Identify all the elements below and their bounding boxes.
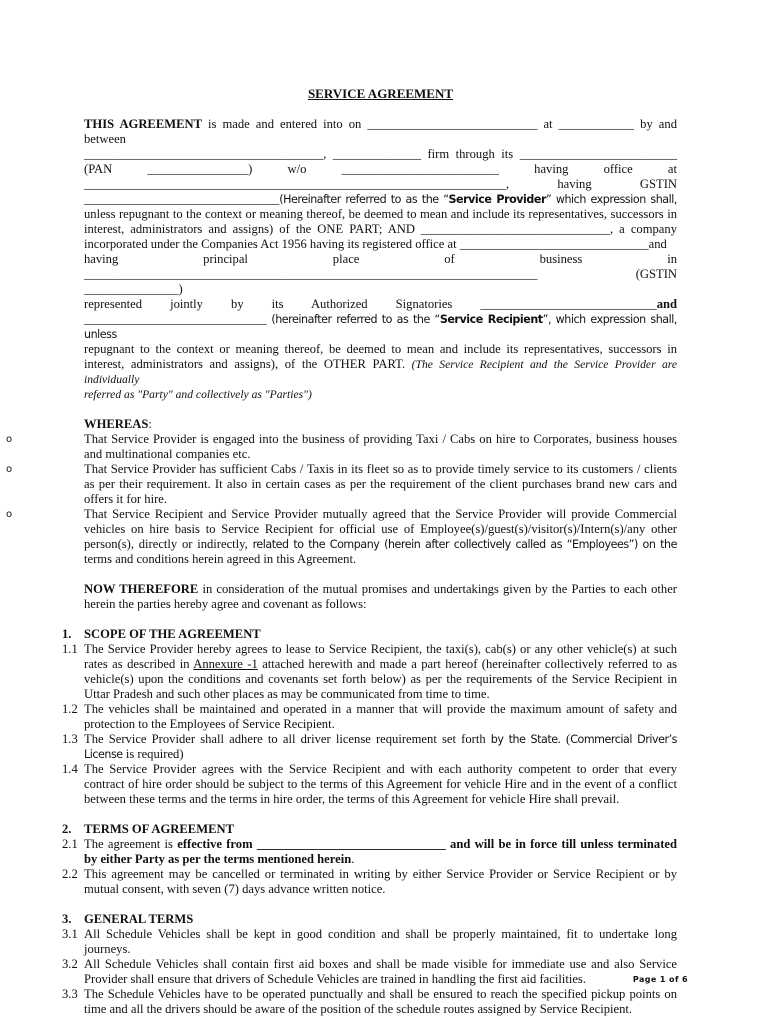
blank-field: _____________________________ — [84, 312, 267, 326]
clause-number: 1.3 — [62, 732, 78, 746]
intro-text: is made and entered into on ___________________________ at ____________ by and between — [84, 117, 677, 146]
whereas-item-text: That Service Provider is engaged into the business of providing Taxi / Cabs on hire to Corporates, business houses and multinational companies etc. — [84, 432, 677, 461]
intro-line-12: referred as "Party" and collectively as "Parties") — [84, 388, 312, 401]
service-provider-term: Service Provider — [448, 193, 546, 206]
clause-fragment: The Service Provider hereby agrees to lease to Service Recipient, the taxi(s), cab(s) or any other vehicle(s) at such rates as described in — [84, 642, 677, 671]
whereas-colon: : — [148, 417, 152, 431]
section-terms — [62, 822, 677, 897]
parties-note: (The Service Recipient and the Service Provider are individually — [84, 358, 678, 386]
clause-number: 2.1 — [62, 837, 78, 851]
this-agreement-label: THIS AGREEMENT — [84, 117, 203, 131]
clause — [62, 732, 677, 762]
now-therefore-label: NOW THEREFORE — [84, 582, 199, 596]
whereas-label: WHEREAS — [84, 417, 149, 431]
whereas-item: o That Service Provider has sufficient Cabs / Taxis in its fleet so as to provide timely service to its customers / clients as per their requirement. It also in certain cases as per the requirement of the client purchases brand new cars and offers it for hire. — [6, 462, 677, 506]
section-number: 2. — [62, 822, 72, 836]
whereas-item-text — [6, 507, 677, 567]
clause-number: 1.4 — [62, 762, 78, 776]
whereas-item: o That Service Recipient and Service Provider mutually agreed that the Service Provider will provide Commercial vehicles on hire basis to Service Recipient for official use of Employee(s)/guest(s)/visitor(s)/Intern(s)/any other person(s), directly or indirectly, related to the Company (herein after collectively called as “Employees”) on the terms and conditions herein agreed in this Agreement. — [6, 507, 677, 566]
clause-fragment: by the State — [490, 733, 558, 746]
clause-fragment: . ( — [557, 732, 571, 746]
whereas-text: That Service Recipient and Service Provider mutually agreed that the Service Provider will provide Commercial vehicles on hire basis to Service Recipient for official use of Employee(s)/guest(s)/visitor(s)/Intern(s)/any other person(s), directly or indirectly, — [84, 507, 677, 551]
employees-definition: related to the Company (herein after collectively called as “Employees”) on the — [252, 538, 677, 551]
section-title: TERMS OF AGREEMENT — [84, 822, 234, 836]
section-heading — [62, 627, 677, 642]
intro-line-10 — [84, 312, 677, 342]
blank-field: _______________________________ — [84, 192, 280, 206]
intro-line-11 — [84, 342, 677, 387]
clause — [62, 642, 677, 702]
now-therefore-text: in consideration of the mutual promises and undertakings given by the Parties to each other herein the parties hereby agree and covenant as follows: — [84, 582, 677, 611]
clause-fragment: attached herewith and made a part hereof (hereinafter collectively referred to as vehicle(s) upon the conditions and covenants set forth below) as per the requirements of the Service Recipient in Uttar Pradesh and such other places as may be communicated from time to time. — [84, 657, 678, 701]
section-title: GENERAL TERMS — [84, 912, 194, 926]
clause-fragment: is required) — [125, 747, 184, 761]
intro-line-6: unless repugnant to the context or meaning thereof, be deemed to mean and include its representatives, successors in interest, administrators and assigns) of the ONE PART; AND ______________________________, a company incorporated under the Companies Act 1956 having its registered office at ______________________________and — [84, 207, 677, 251]
clause-fragment: The Service Provider shall adhere to all driver license requirement set forth — [84, 732, 491, 746]
clause — [62, 957, 677, 987]
section-general — [62, 912, 677, 1017]
annexure-reference: Annexure -1 — [193, 657, 258, 671]
clause — [62, 702, 677, 732]
clause-text: The Service Provider agrees with the Service Recipient and with each authority competent to order that every contract of hire order should be subject to the terms of this Agreement for vehicle Hire and in the event of a conflict between these terms and the terms in hire order, the terms of this Agreement for vehicle Hire shall prevail. — [84, 762, 677, 806]
clause-text: All Schedule Vehicles shall be kept in good condition and shall be properly maintained, fit to undertake long journeys. — [84, 927, 677, 956]
clause — [62, 762, 677, 807]
clause-number: 1.2 — [62, 702, 78, 716]
clause — [62, 867, 677, 897]
effective-date-clause: effective from ______________________________ and will be in force till unless terminated by either Party as per the terms mentioned herein — [84, 837, 677, 866]
section-title: SCOPE OF THE AGREEMENT — [84, 627, 261, 641]
intro-text: repugnant to the context or meaning thereof, be deemed to mean and include its representatives, successors in interest, administrators and assigns), of the OTHER PART. — [84, 342, 677, 371]
section-number: 3. — [62, 912, 72, 926]
intro-line-9 — [84, 297, 677, 312]
clause — [62, 927, 677, 957]
clause — [62, 987, 677, 1017]
intro-paragraph — [84, 117, 677, 402]
page-number: Page 1 of 6 — [632, 975, 688, 984]
section-number: 1. — [62, 627, 72, 641]
clause-number: 3.1 — [62, 927, 78, 941]
clause — [62, 837, 677, 867]
clause-number: 3.3 — [62, 987, 78, 1001]
clause-text — [84, 642, 677, 702]
intro-text: (Hereinafter referred to as the “ — [279, 193, 449, 206]
section-heading — [62, 822, 677, 837]
section-scope — [62, 627, 678, 807]
clause-text — [84, 837, 677, 867]
clause-text: This agreement may be cancelled or terminated in writing by either Service Provider or Service Recipient or by mutual consent, with seven (7) days advance written notice. — [84, 867, 677, 896]
intro-text: ”, which expression shall, unless — [84, 313, 677, 341]
whereas-heading — [84, 417, 677, 432]
license-type: Commercial Driver’s License — [84, 733, 677, 761]
now-therefore-paragraph — [84, 582, 677, 612]
whereas-item: o That Service Provider is engaged into the business of providing Taxi / Cabs on hire to Corporates, business houses and multinational companies etc. — [6, 432, 677, 461]
intro-text: and — [656, 297, 677, 311]
intro-text: (hereinafter referred to as the “ — [271, 313, 440, 326]
document-page — [6, 86, 678, 1017]
document-title: SERVICE AGREEMENT — [307, 86, 454, 101]
whereas-text: terms and conditions herein agreed in this Agreement. — [84, 552, 357, 566]
intro-line-2: ______________________________________, ______________ firm through its _________________________ — [84, 147, 677, 161]
intro-line-8: ________________________________________________________________________ (GSTIN _______________) — [84, 267, 677, 296]
whereas-section — [6, 417, 677, 567]
intro-line-5 — [84, 192, 677, 207]
intro-text: ” which expression shall, — [545, 193, 677, 206]
intro-text: represented jointly by its Authorized Signatories ____________________________ — [84, 297, 657, 311]
intro-line-4: ___________________________________________________________________, having GSTIN — [84, 177, 677, 191]
intro-line-1 — [84, 117, 677, 147]
intro-line-7: having principal place of business in — [84, 252, 677, 266]
clause-text: The vehicles shall be maintained and operated in a manner that will provide the maximum amount of safety and protection to the Employees of Service Recipient. — [84, 702, 677, 731]
clause-number: 2.2 — [62, 867, 78, 881]
clause-number: 3.2 — [62, 957, 78, 971]
clause-text: The Schedule Vehicles have to be operated punctually and shall be ensured to reach the specified pickup points on time and all the drivers should be aware of the position of the schedule routes assigned by Service Recipient. — [84, 987, 677, 1016]
clause-fragment: . — [351, 852, 355, 866]
intro-line-3: (PAN ________________) w/o _________________________ having office at — [84, 162, 677, 176]
section-heading — [62, 912, 677, 927]
whereas-item-text: That Service Provider has sufficient Cabs / Taxis in its fleet so as to provide timely service to its customers / clients as per their requirement. It also in certain cases as per the requirement of the client purchases brand new cars and offers it for hire. — [84, 462, 677, 506]
service-recipient-term: Service Recipient — [439, 313, 543, 326]
clause-fragment: The agreement is — [84, 837, 178, 851]
clause-text — [84, 732, 677, 762]
clause-text: All Schedule Vehicles shall contain first aid boxes and shall be made visible for immediate use and also Service Provider shall ensure that drivers of Schedule Vehicles are trained in handling the first aid facilities. — [84, 957, 677, 986]
clause-number: 1.1 — [62, 642, 78, 656]
